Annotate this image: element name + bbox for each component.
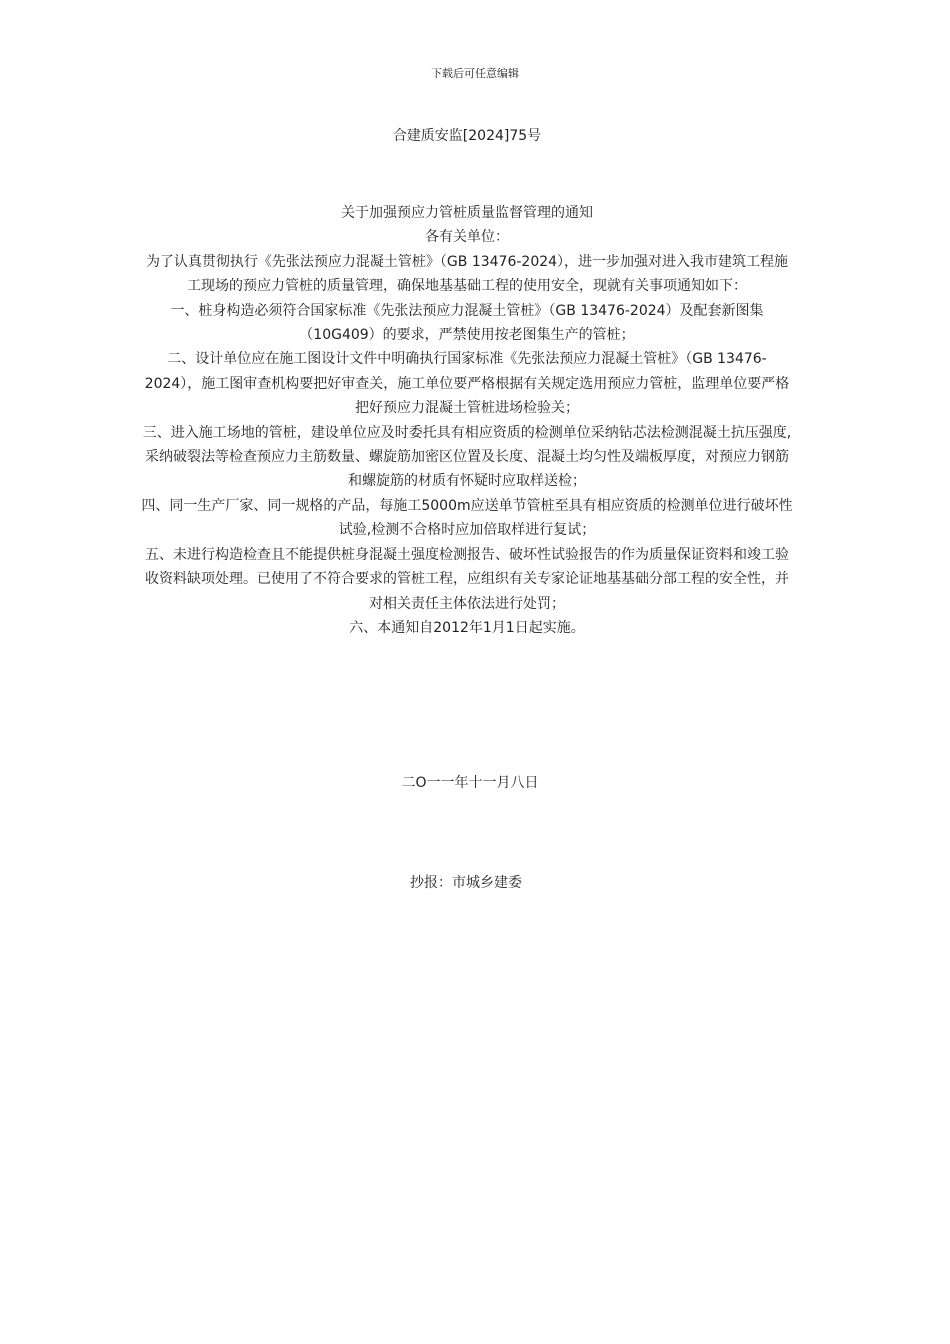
- notice-body: [140, 201, 794, 640]
- header-note: 下载后可任意编辑: [431, 67, 519, 80]
- intro-paragraph: 为了认真贯彻执行《先张法预应力混凝土管桩》（GB 13476-2024），进一步加强对进入我市建筑工程施工现场的预应力管桩的质量管理，确保地基基础工程的使用安全，现就有关事项通知如下：: [145, 253, 789, 295]
- item-paragraph-1: 一、桩身构造必须符合国家标准《先张法预应力混凝土管桩》（GB 13476-2024）及配套新图集（10G409）的要求，严禁使用按老图集生产的管桩；: [170, 302, 764, 344]
- item-paragraph-3: 三、进入施工场地的管桩，建设单位应及时委托具有相应资质的检测单位采纳钻芯法检测混凝土抗压强度,采纳破裂法等检查预应力主筋数量、螺旋筋加密区位置及长度、混凝土均匀性及端板厚度，对预应力钢筋和螺旋筋的材质有怀疑时应取样送检；: [142, 424, 792, 490]
- document-number: 合建质安监[2024]75号: [392, 128, 542, 144]
- cc-line: 抄报：市城乡建委: [410, 875, 522, 891]
- item-paragraph-2: 二、设计单位应在施工图设计文件中明确执行国家标准《先张法预应力混凝土管桩》（GB 13476-2024），施工图审查机构要把好审查关，施工单位要严格根据有关规定选用预应力管桩，监理单位要严格把好预应力混凝土管桩进场检验关；: [144, 351, 790, 417]
- item-paragraph-4: 四、同一生产厂家、同一规格的产品，每施工5000m应送单节管桩至具有相应资质的检测单位进行破坏性试验,检测不合格时应加倍取样进行复试；: [141, 497, 793, 539]
- addressee: 各有关单位：: [425, 229, 509, 246]
- notice-title: 关于加强预应力管桩质量监督管理的通知: [341, 205, 593, 221]
- item-paragraph-5: 五、未进行构造检查且不能提供桩身混凝土强度检测报告、破坏性试验报告的作为质量保证资料和竣工验收资料缺项处理。已使用了不符合要求的管桩工程，应组织有关专家论证地基基础分部工程的安全性，并对相关责任主体依法进行处罚；: [145, 546, 789, 612]
- issue-date: 二O一一年十一月八日: [401, 775, 539, 791]
- item-paragraph-6: 六、本通知自2012年1月1日起实施。: [349, 619, 585, 636]
